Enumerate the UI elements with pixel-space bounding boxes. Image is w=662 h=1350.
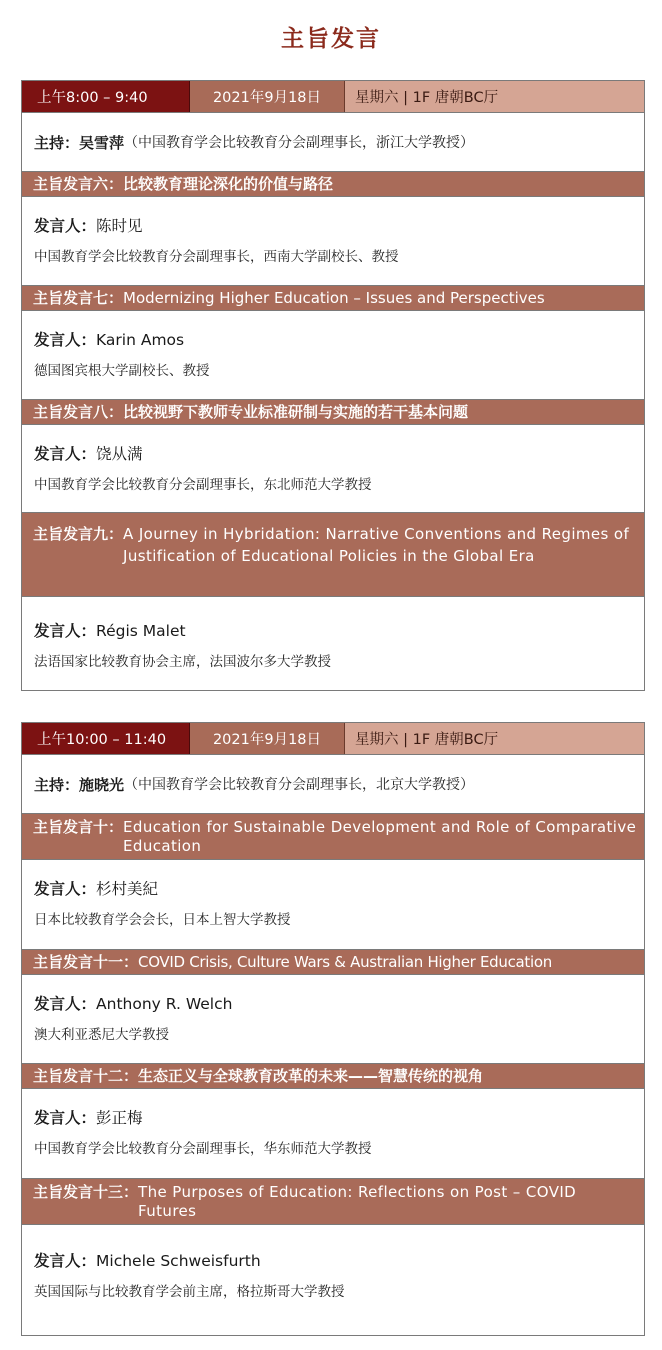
speaker-name: 彭正梅 <box>96 1109 143 1127</box>
host-label: 主持： <box>34 133 80 152</box>
speaker-block <box>22 597 644 689</box>
speaker-line <box>34 877 644 899</box>
talk-header <box>22 400 644 425</box>
host-row <box>22 113 644 172</box>
talk-header <box>22 172 644 197</box>
talk-topic: 比较视野下教师专业标准研制与实施的若干基本问题 <box>123 402 469 421</box>
speaker-line <box>34 214 644 236</box>
speaker-label: 发言人： <box>34 1109 97 1127</box>
speaker-name: 饶从满 <box>96 445 143 463</box>
speaker-line <box>34 328 644 350</box>
speaker-line <box>34 1106 644 1128</box>
speaker-label: 发言人： <box>34 445 97 463</box>
speaker-label: 发言人： <box>34 1252 97 1270</box>
speaker-block <box>22 1225 644 1300</box>
talk-topic: The Purposes of Education: Reflections on Post – COVID Futures <box>138 1183 577 1220</box>
speaker-label: 发言人： <box>34 622 97 640</box>
talk-number: 主旨发言十： <box>33 818 124 836</box>
speaker-label: 发言人： <box>34 217 97 235</box>
talk-header <box>22 1179 644 1225</box>
speaker-affiliation: 中国教育学会比较教育分会副理事长，东北师范大学教授 <box>34 477 372 493</box>
speaker-block <box>22 975 644 1064</box>
speaker-line <box>34 619 644 641</box>
host-label: 主持： <box>34 775 80 794</box>
talk-number: 主旨发言十三： <box>33 1183 139 1201</box>
session-time: 上午10:00 – 11:40 <box>22 723 190 754</box>
page-title: 主旨发言 <box>281 26 381 52</box>
session-morning-2 <box>21 722 645 1336</box>
speaker-name: 陈时见 <box>96 217 143 235</box>
talk-topic: 比较教育理论深化的价值与路径 <box>123 174 334 193</box>
speaker-name: Anthony R. Welch <box>96 995 233 1013</box>
speaker-block <box>22 860 644 950</box>
speaker-affiliation: 日本比较教育学会会长，日本上智大学教授 <box>34 912 291 928</box>
session-date: 2021年9月18日 <box>190 723 345 754</box>
speaker-affiliation: 法语国家比较教育协会主席，法国波尔多大学教授 <box>34 654 331 670</box>
speaker-affiliation: 中国教育学会比较教育分会副理事长，华东师范大学教授 <box>34 1141 372 1157</box>
talk-number: 主旨发言八： <box>33 402 124 421</box>
talk-number: 主旨发言十一： <box>33 952 139 971</box>
talk-number: 主旨发言六： <box>33 174 124 193</box>
speaker-block <box>22 425 644 513</box>
speaker-name: Karin Amos <box>96 331 185 349</box>
session-time: 上午8:00 – 9:40 <box>22 81 190 112</box>
session-header <box>22 81 644 113</box>
speaker-label: 发言人： <box>34 995 97 1013</box>
talk-topic: COVID Crisis, Culture Wars & Australian Higher Education <box>138 952 552 971</box>
session-venue: 星期六 | 1F 唐朝BC厅 <box>345 723 644 754</box>
speaker-line <box>34 992 644 1014</box>
talk-topic: A Journey in Hybridation: Narrative Conventions and Regimes of Justification of Educational Policies in the Global Era <box>123 525 630 565</box>
session-morning-1 <box>21 80 645 691</box>
session-venue: 星期六 | 1F 唐朝BC厅 <box>345 81 644 112</box>
speaker-block <box>22 197 644 286</box>
host-title: （中国教育学会比较教育分会副理事长，浙江大学教授） <box>124 135 475 151</box>
talk-number: 主旨发言七： <box>33 288 124 307</box>
talk-topic: 生态正义与全球教育改革的未来——智慧传统的视角 <box>138 1066 484 1085</box>
host-row <box>22 755 644 814</box>
speaker-affiliation: 中国教育学会比较教育分会副理事长，西南大学副校长、教授 <box>34 249 399 265</box>
talk-topic: Education for Sustainable Development and Role of Comparative Education <box>123 818 637 855</box>
speaker-block <box>22 1089 644 1179</box>
speaker-name: 杉村美紀 <box>96 880 159 898</box>
speaker-affiliation: 英国国际与比较教育学会前主席，格拉斯哥大学教授 <box>34 1284 345 1300</box>
talk-header <box>22 814 644 860</box>
host-name: 吴雪萍 <box>79 133 125 152</box>
talk-header <box>22 513 644 597</box>
talk-number: 主旨发言十二： <box>33 1066 139 1085</box>
speaker-affiliation: 澳大利亚悉尼大学教授 <box>34 1027 169 1043</box>
talk-header <box>22 286 644 311</box>
speaker-line <box>34 1249 644 1271</box>
speaker-label: 发言人： <box>34 880 97 898</box>
speaker-affiliation: 德国图宾根大学副校长、教授 <box>34 363 210 379</box>
speaker-line <box>34 442 644 464</box>
speaker-block <box>22 311 644 400</box>
speaker-label: 发言人： <box>34 331 97 349</box>
speaker-name: Régis Malet <box>96 622 186 640</box>
speaker-name: Michele Schweisfurth <box>96 1252 261 1270</box>
session-header <box>22 723 644 755</box>
session-date: 2021年9月18日 <box>190 81 345 112</box>
talk-header <box>22 950 644 975</box>
talk-topic: Modernizing Higher Education – Issues and Perspectives <box>123 288 545 307</box>
host-name: 施晓光 <box>79 775 125 794</box>
talk-header <box>22 1064 644 1089</box>
talk-number: 主旨发言九： <box>33 525 124 543</box>
host-title: （中国教育学会比较教育分会副理事长，北京大学教授） <box>124 777 475 793</box>
